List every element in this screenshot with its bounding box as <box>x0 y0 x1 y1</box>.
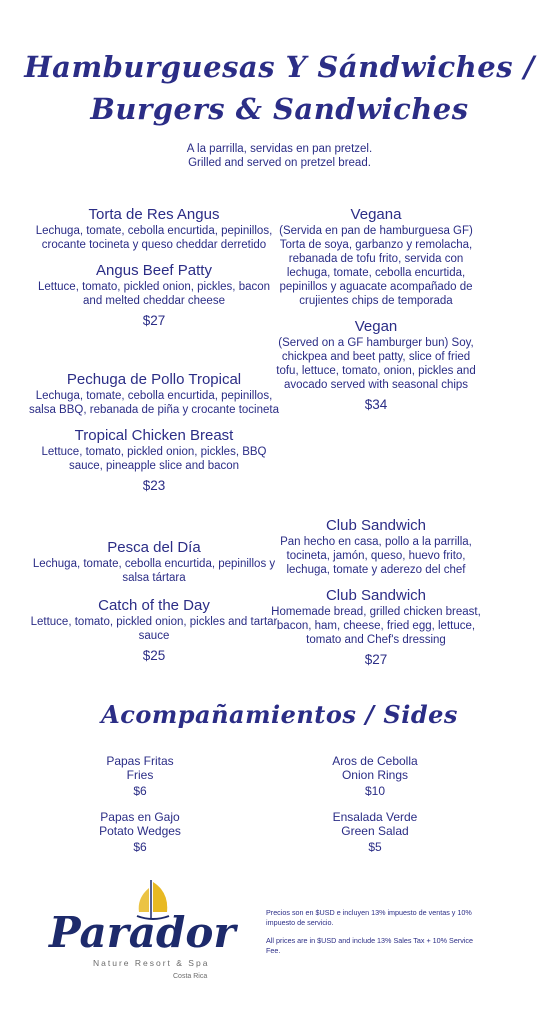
item-description: Lechuga, tomate, cebolla encurtida, pepinillos y salsa tártara <box>32 558 276 584</box>
side-item-wedges <box>80 810 200 854</box>
item-name: Pesca del Día <box>107 539 201 556</box>
price-note-spanish: Precios son en $USD e incluyen 13% impuesto de ventas y 10% impuesto de servicio. <box>266 908 472 927</box>
item-description: (Served on a GF hamburger bun) Soy, chickpea and beet patty, slice of fried tofu, lettuce, tomato, onion, pickles and avocado served with seasonal chips <box>276 337 476 391</box>
parador-logo <box>45 878 245 988</box>
side-price: $10 <box>364 784 386 798</box>
item-price: $25 <box>142 648 166 663</box>
page-title-line1: Hamburguesas Y Sándwiches / <box>24 50 535 84</box>
item-price: $27 <box>364 652 388 667</box>
item-name: Vegan <box>354 318 398 335</box>
menu-item-angus <box>28 206 280 329</box>
side-name-en: Fries <box>126 768 154 782</box>
side-price: $5 <box>368 840 382 854</box>
intro-spanish: A la parrilla, servidas en pan pretzel. <box>186 143 373 155</box>
item-description: Lettuce, tomato, pickled onion, pickles, bacon and melted cheddar cheese <box>37 281 271 307</box>
item-name: Tropical Chicken Breast <box>74 427 234 444</box>
intro-text <box>0 142 559 170</box>
item-description: Homemade bread, grilled chicken breast, bacon, ham, cheese, fried egg, lettuce, tomato and Chef's dressing <box>271 606 481 646</box>
logo-subtitle: Nature Resort & Spa <box>93 958 210 968</box>
item-description: Lechuga, tomate, cebolla encurtida, pepinillos, crocante tocineta y queso cheddar derretido <box>35 225 273 251</box>
item-price: $27 <box>142 313 166 328</box>
side-item-onion-rings <box>310 754 440 798</box>
side-name-es: Papas Fritas <box>106 754 174 768</box>
side-name-en: Onion Rings <box>341 768 409 782</box>
menu-item-vegan <box>270 206 482 413</box>
logo-location: Costa Rica <box>173 973 208 980</box>
item-description: Lettuce, tomato, pickled onion, pickles and tartar sauce <box>30 616 278 642</box>
side-price: $6 <box>133 840 147 854</box>
menu-item-chicken <box>28 371 280 494</box>
item-name: Angus Beef Patty <box>96 262 212 279</box>
menu-item-fish <box>28 539 280 664</box>
item-description: (Servida en pan de hamburguesa GF) Torta de soya, garbanzo y remolacha, rebanada de tofu frito, servida con lechuga, tomate, cebolla encurtida, pepinillos y aguacate acompañado de crujientes chips de temporada <box>279 225 473 307</box>
item-description: Lechuga, tomate, cebolla encurtida, pepinillos, salsa BBQ, rebanada de piña y crocante tocineta <box>29 390 279 416</box>
side-item-fries <box>80 754 200 798</box>
sides-title: Acompañamientos / Sides <box>101 700 458 729</box>
menu-item-club <box>270 517 482 668</box>
side-price: $6 <box>133 784 147 798</box>
price-note-english: All prices are in $USD and include 13% Sales Tax + 10% Service Fee. <box>266 936 474 955</box>
item-price: $23 <box>142 478 166 493</box>
item-name: Club Sandwich <box>325 517 427 534</box>
item-name: Pechuga de Pollo Tropical <box>66 371 242 388</box>
item-name: Club Sandwich <box>325 587 427 604</box>
item-description: Lettuce, tomato, pickled onion, pickles, BBQ sauce, pineapple slice and bacon <box>41 446 267 472</box>
item-name: Catch of the Day <box>98 597 210 614</box>
item-price: $34 <box>364 397 388 412</box>
item-description: Pan hecho en casa, pollo a la parrilla, tocineta, jamón, queso, huevo frito, lechuga, tomate y aderezo del chef <box>280 536 472 576</box>
intro-english: Grilled and served on pretzel bread. <box>188 157 371 169</box>
item-name: Vegana <box>350 206 402 223</box>
side-name-en: Green Salad <box>341 824 409 838</box>
side-name-es: Aros de Cebolla <box>332 754 418 768</box>
side-name-en: Potato Wedges <box>99 824 181 838</box>
page-title-line2: Burgers & Sandwiches <box>90 92 469 126</box>
side-item-salad <box>310 810 440 854</box>
item-name: Torta de Res Angus <box>88 206 220 223</box>
logo-wordmark: Parador <box>49 908 236 957</box>
side-name-es: Papas en Gajo <box>100 810 180 824</box>
side-name-es: Ensalada Verde <box>332 810 418 824</box>
